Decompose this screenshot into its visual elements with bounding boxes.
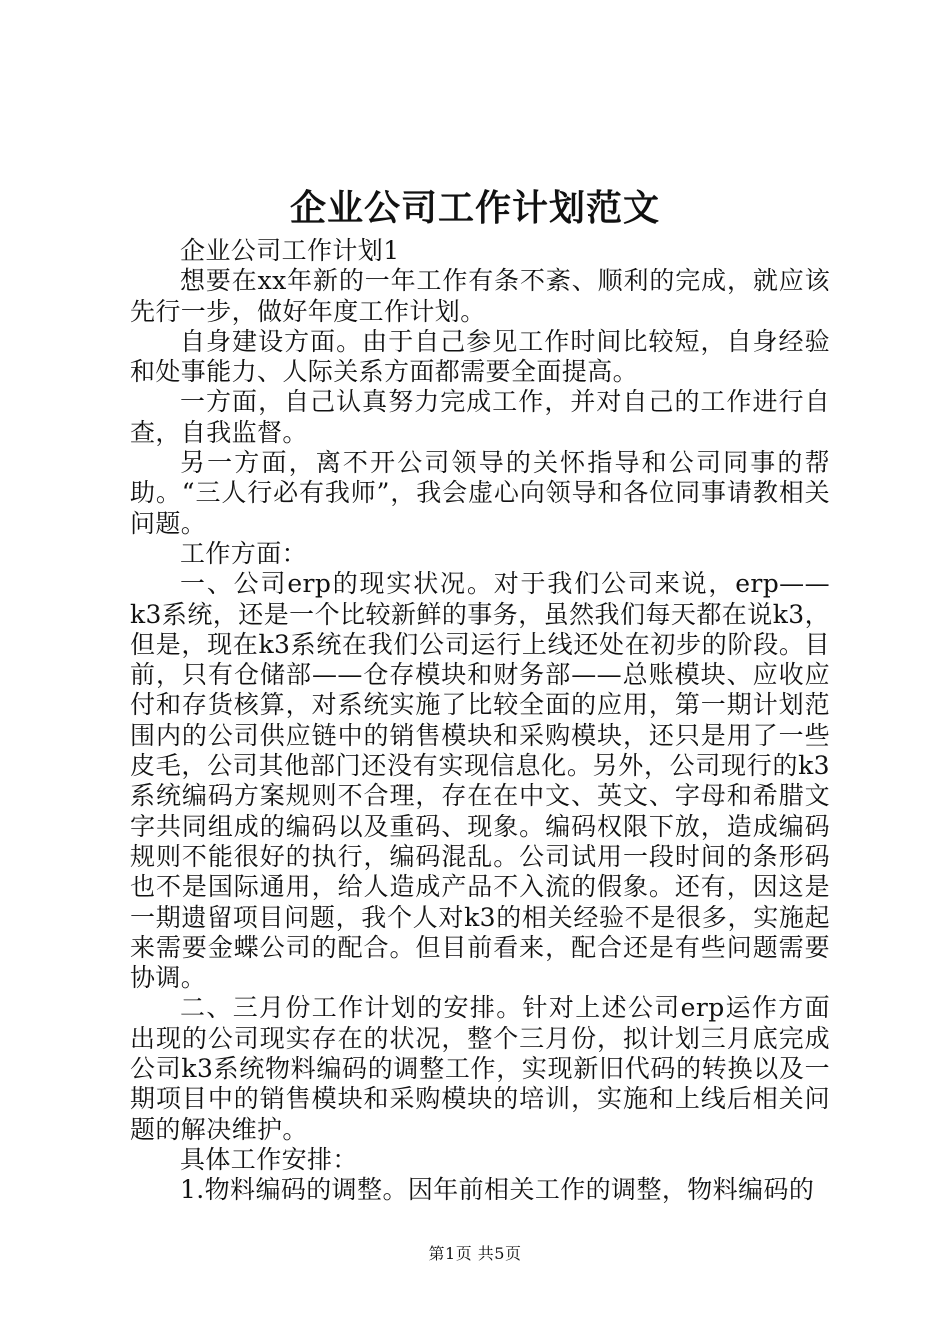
- paragraph-one-hand: 一方面，自己认真努力完成工作，并对自己的工作进行自查，自我监督。: [130, 387, 830, 447]
- paragraph-self-building: 自身建设方面。由于自己参见工作时间比较短，自身经验和处事能力、人际关系方面都需要全面提高。: [130, 326, 830, 387]
- document-title: 企业公司工作计划范文: [289, 187, 660, 229]
- paragraph-erp-status: 一、公司erp的现实状况。对于我们公司来说，erp——k3系统，还是一个比较新鲜的事务，虽然我们每天都在说k3，但是，现在k3系统在我们公司运行上线还处在初步的阶段。目前，只有仓储部——仓存模块和财务部——总账模块、应收应付和存货核算，对系统实施了比较全面的应用，第一期计划范围内的公司供应链中的销售模块和采购模块，还只是用了一些皮毛，公司其他部门还没有实现信息化。另外，公司现行的k3系统编码方案规则不合理，存在在中文、英文、字母和希腊文字共同组成的编码以及重码、现象。编码权限下放，造成编码规则不能很好的执行，编码混乱。公司试用一段时间的条形码也不是国际通用，给人造成产品不入流的假象。还有，因这是一期遗留项目问题，我个人对k3的相关经验不是很多，实施起来需要金蝶公司的配合。但目前看来，配合还是有些问题需要协调。: [130, 569, 830, 993]
- paragraph-material-coding: 1.物料编码的调整。因年前相关工作的调整，物料编码的: [180, 1175, 815, 1205]
- paragraph-work-aspect: 工作方面：: [180, 538, 308, 568]
- paragraph-other-hand: 另一方面，离不开公司领导的关怀指导和公司同事的帮助。“三人行必有我师”，我会虚心向领导和各位同事请教相关问题。: [130, 448, 830, 538]
- paragraph-intro: 想要在xx年新的一年工作有条不紊、顺利的完成，就应该先行一步，做好年度工作计划。: [130, 266, 830, 326]
- page-footer: 第1页 共5页: [428, 1244, 522, 1263]
- paragraph-plan-heading: 企业公司工作计划1: [180, 236, 400, 265]
- document-body: [130, 236, 830, 1206]
- paragraph-march-plan: 二、三月份工作计划的安排。针对上述公司erp运作方面出现的公司现实存在的状况，整个三月份，拟计划三月底完成公司k3系统物料编码的调整工作，实现新旧代码的转换以及一期项目中的销售模块和采购模块的培训，实施和上线后相关问题的解决维护。: [130, 993, 830, 1144]
- paragraph-specific-arrangement: 具体工作安排：: [180, 1144, 358, 1174]
